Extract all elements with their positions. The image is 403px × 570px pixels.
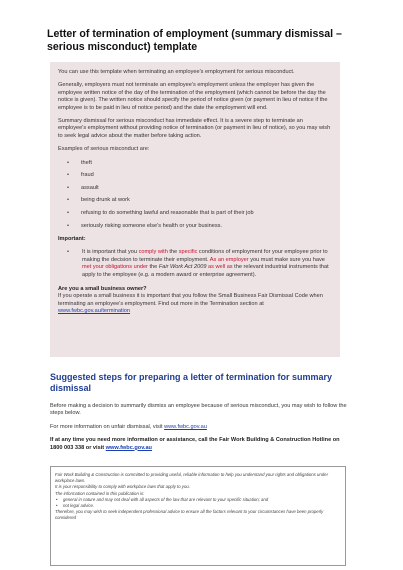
misconduct-examples-list — [58, 160, 332, 230]
disclaimer-line: Therefore, you may wish to seek independent professional advice to ensure all the factors relevant to your circumstances have been properly considered — [55, 509, 324, 521]
highlight-text: comply with — [138, 249, 168, 256]
important-heading: Important: — [58, 236, 86, 243]
important-item — [58, 249, 332, 279]
examples-heading: Examples of serious misconduct are: — [58, 146, 150, 153]
intro-paragraph: You can use this template when terminating an employee's employment for serious misconduct. — [58, 69, 295, 75]
page-title: Letter of termination of employment (summary dismissal – serious misconduct) template — [47, 28, 342, 53]
important-text: you must make sure you have — [248, 256, 325, 263]
act-name: Fair Work Act 2009 — [158, 264, 207, 271]
important-text: the — [167, 249, 179, 256]
summary-dismissal-paragraph: Summary dismissal for serious misconduct has immediate effect. It is a severe step to terminate an employee's employment without providing notice of termination (or payment in lieu of notice), so you may wish to seek legal advice about the matter before taking action. — [58, 118, 331, 139]
disclaimer-line: It is your responsibility to comply with workplace laws that apply to you. — [55, 484, 190, 490]
list-item: • fraud — [58, 172, 332, 179]
small-business-paragraph — [58, 293, 332, 315]
more-info-text: For more information on unfair dismissal, visit — [50, 423, 165, 430]
hotline-paragraph — [50, 437, 350, 452]
hotline-text: If at any time you need more information or assistance, call the Fair Work Building & Construction Hotline on 1800 003 338 or visit — [50, 437, 340, 451]
list-item: • refusing to do something lawful and reasonable that is part of their job — [58, 210, 332, 217]
fwbc-hotline-link[interactable]: www.fwbc.gov.au — [105, 444, 152, 451]
steps-intro: Before making a decision to summarily dismiss an employee because of serious misconduct, you may wish to follow the steps below. — [50, 403, 347, 417]
list-item: • general in nature and may not deal with all aspects of the law that are relevant to your specific situation; and — [55, 497, 341, 503]
template-info-box — [50, 62, 340, 357]
steps-body — [50, 403, 350, 458]
disclaimer-line: The information contained in this publication is: — [55, 490, 145, 496]
important-text: conditions of employment for your employee prior to making the decision to terminate their employment. — [82, 249, 328, 263]
list-item: • being drunk at work — [58, 197, 332, 204]
important-text: the relevant industrial instruments that apply to the employee (e.g. a modern award or enterprise agreement). — [82, 264, 329, 278]
list-item: • seriously risking someone else's health or your business. — [58, 223, 332, 230]
disclaimer-box — [50, 466, 346, 566]
highlight-text: As an employer — [209, 256, 249, 263]
list-item: • not legal advice. — [55, 503, 341, 509]
notice-paragraph: Generally, employers must not terminate an employee's employment unless the employer has given the employee written notice of the day of the termination of the employment (which cannot be before the day the notice is given). The written notice should specify the period of notice given (or payment in lieu of notice if the employee is to be paid in lieu of notice period) and the date the employment will end. — [58, 82, 328, 111]
disclaimer-list — [55, 497, 341, 509]
list-item: • theft — [58, 160, 332, 167]
highlight-text: as well as — [206, 264, 233, 271]
important-list — [58, 249, 332, 279]
fwbc-link[interactable]: www.fwbc.gov.au — [164, 423, 207, 430]
important-text: the — [147, 264, 159, 271]
disclaimer-line: Fair Work Building & Construction is committed to providing useful, reliable information to help you understand your rights and obligations under workplace laws. — [55, 472, 328, 484]
important-text: It is important that you — [82, 249, 139, 256]
termination-link[interactable]: www.fwbc.gov.au/termination — [58, 308, 131, 315]
highlight-text: specific — [178, 249, 198, 256]
more-info-paragraph — [50, 424, 350, 431]
steps-heading: Suggested steps for preparing a letter of termination for summary dismissal — [50, 372, 333, 393]
small-business-heading: Are you a small business owner? — [58, 286, 147, 293]
small-business-text: If you operate a small business it is important that you follow the Small Business Fair Dismissal Code when terminating an employee's employment. Find out more in the Termination section at — [58, 293, 323, 307]
list-item: • assault — [58, 185, 332, 192]
highlight-text: met your obligations under — [82, 264, 148, 271]
